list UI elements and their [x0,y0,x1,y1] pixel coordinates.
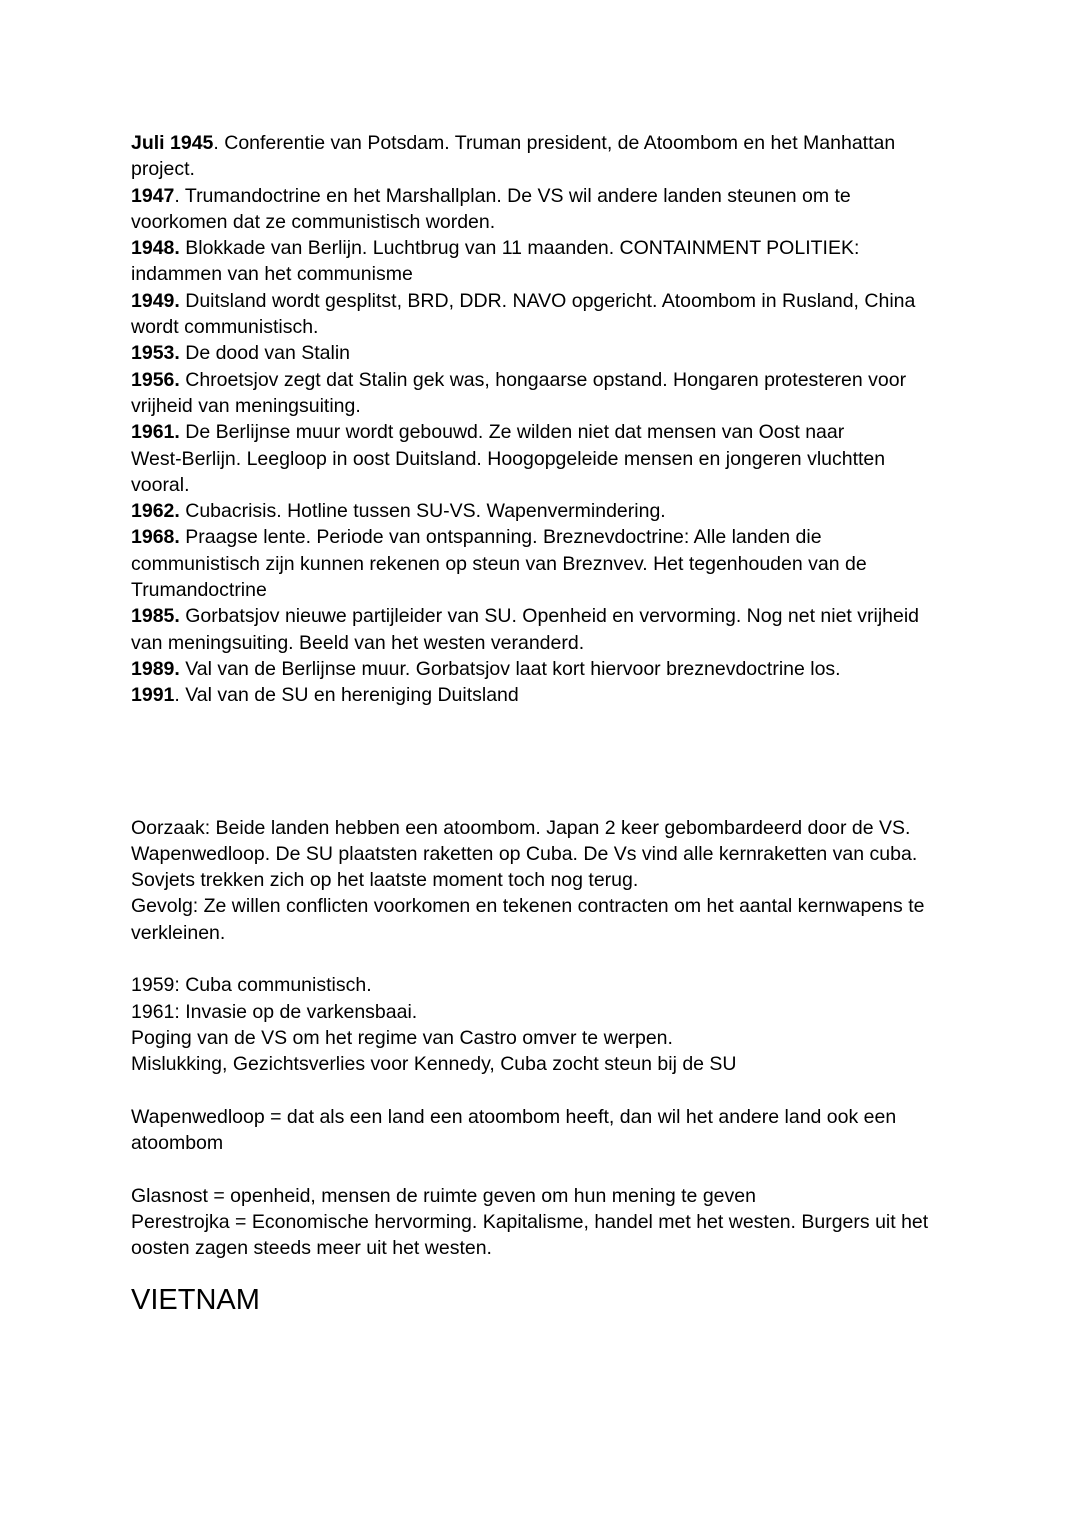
timeline-entry-1953 [131,340,961,366]
timeline-entry-1968 [131,524,961,550]
entry-text: Trumandoctrine [131,579,267,602]
entry-text: Blokkade van Berlijn. Luchtbrug van 11 maanden. CONTAINMENT POLITIEK: [179,237,860,260]
entry-text: Chroetsjov zegt dat Stalin gek was, hongaarse opstand. Hongaren protesteren voor [179,368,907,391]
paragraph-line: Sovjets trekken zich op het laatste moment toch nog terug. [131,869,639,892]
year-label: 1956. [131,368,180,391]
year-label: 1991 [131,684,175,707]
paragraph-line: 1959: Cuba communistisch. [131,974,372,997]
entry-text: De dood van Stalin [179,342,351,365]
paragraph-line: oosten zagen steeds meer uit het westen. [131,1237,492,1260]
year-label: 1968. [131,526,180,549]
section-heading: VIETNAM [131,1283,260,1316]
timeline-entry-1956 [131,367,961,393]
spacer [131,1078,961,1104]
entry-text: Hotline tussen SU-VS. Wapenvermindering. [287,500,666,523]
year-label: 1961. [131,421,180,444]
entry-text: Trumandoctrine en het Marshallplan. De VS wil andere landen steunen om te [179,184,851,207]
year-label: 1947 [131,184,175,207]
spacer [131,946,961,972]
paragraph-line: atoombom [131,1132,224,1155]
timeline-entry-1948 [131,235,961,261]
entry-text: indammen van het communisme [131,263,413,286]
timeline-entry-1961 [131,419,961,445]
timeline-entry-1947: 1947. Trumandoctrine en het Marshallplan. De VS wil andere landen steunen om te [131,184,851,207]
entry-text: communistisch zijn kunnen rekenen op steun van Breznvev. Het tegenhouden van de [131,552,867,575]
year-label: 1989. [131,657,180,680]
entry-text: Praagse lente. Periode van ontspanning. Breznevdoctrine: Alle landen die [179,526,822,549]
timeline-entry-1945: Juli 1945. Conferentie van Potsdam. Truman president, de Atoombom en het Manhattan [131,132,896,154]
spacer [131,709,961,815]
paragraph-line: Perestrojka = Economische hervorming. Kapitalisme, handel met het westen. Burgers uit het [131,1210,929,1233]
paragraph-line: Mislukking, Gezichtsverlies voor Kennedy, Cuba zocht steun bij de SU [131,1053,737,1076]
year-label: 1948. [131,237,180,260]
timeline-entry-1949 [131,288,961,314]
document-page [131,130,961,1320]
year-label: 1962. [131,500,180,523]
entry-text: Val van de SU en hereniging Duitsland [179,684,519,707]
entry-text: De Berlijnse muur wordt gebouwd. Ze wilden niet dat mensen van Oost naar [179,421,845,444]
year-label: 1953. [131,342,180,365]
year-label: 1985. [131,605,180,628]
year-label: Juli 1945 [131,132,214,154]
spacer [131,1156,961,1182]
cuba-crisis-paragraph [131,815,961,946]
paragraph-line: Gevolg: Ze willen conflicten voorkomen en tekenen contracten om het aantal kernwapens te [131,895,925,918]
entry-text: vrijheid van meningsuiting. [131,394,361,417]
year-label: 1949. [131,289,180,312]
entry-text: Conferentie van Potsdam. Truman president, de Atoombom en het Manhattan [218,132,896,154]
timeline-entry-1962 [131,498,961,524]
entry-text: Cubacrisis. [179,500,288,523]
paragraph-line: Oorzaak: Beide landen hebben een atoombom. Japan 2 keer gebombardeerd door de VS. [131,816,911,839]
paragraph-line: verkleinen. [131,921,226,944]
paragraph-line: Poging van de VS om het regime van Castro omver te werpen. [131,1026,673,1049]
paragraph-line: Glasnost = openheid, mensen de ruimte geven om hun mening te geven [131,1184,756,1207]
entry-text: West-Berlijn. Leegloop in oost Duitsland. Hoogopgeleide mensen en jongeren vluchtten [131,447,886,470]
paragraph-line: 1961: Invasie op de varkensbaai. [131,1000,418,1023]
glasnost-perestrojka-definitions [131,1183,961,1262]
entry-text: project. [131,158,195,181]
timeline-entry-1989 [131,656,961,682]
paragraph-line: Wapenwedloop. De SU plaatsten raketten op Cuba. De Vs vind alle kernraketten van cuba. [131,842,918,865]
entry-text: van meningsuiting. Beeld van het westen veranderd. [131,631,585,654]
wapenwedloop-definition [131,1104,961,1157]
timeline-entry-1985 [131,603,961,629]
entry-text: vooral. [131,473,190,496]
timeline-entry-1991: 1991. Val van de SU en hereniging Duitsland [131,684,519,707]
entry-text: Gorbatsjov nieuwe partijleider van SU. Openheid en vervorming. Nog net niet vrijheid [179,605,920,628]
entry-text: voorkomen dat ze communistisch worden. [131,210,496,233]
entry-text: Val van de Berlijnse muur. Gorbatsjov laat kort hiervoor breznevdoctrine los. [179,657,841,680]
entry-text: wordt communistisch. [131,316,319,339]
cuba-events-paragraph [131,972,961,1077]
paragraph-line: Wapenwedloop = dat als een land een atoombom heeft, dan wil het andere land ook een [131,1105,897,1128]
entry-text: Duitsland wordt gesplitst, BRD, DDR. NAVO opgericht. Atoombom in Rusland, China [179,289,916,312]
timeline-section [131,130,961,709]
